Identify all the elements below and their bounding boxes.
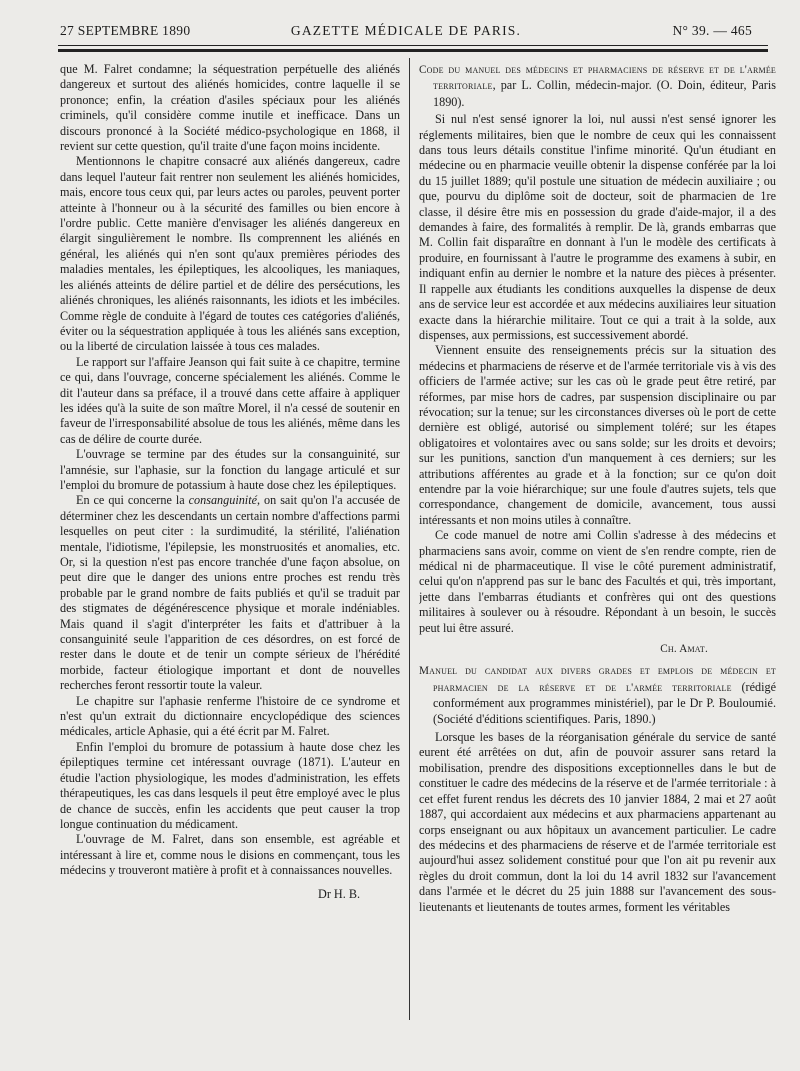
paragraph: que M. Falret condamne; la séquestration perpétuelle des aliénés dangereux et surtout des aliénés homicides, contre laquelle il se prononce; enfin, la création d'asiles spéciaux pour les aliénés criminels, qu'il considère comme inutile et inefficace. Dans un discours prononcé à la Société médico-psychologique en 1868, il revient sur cette question, qu'il traite d'une façon moins incidente.	[60, 62, 400, 154]
column-divider	[409, 58, 410, 1020]
paragraph: Viennent ensuite des renseignements précis sur la situation des médecins et pharmaciens de réserve et de l'armée territoriale vis à vis des officiers de l'armée active; sur les cas où le grade peut être retiré, par réformes, par mise hors de cadres, par suspension disciplinaire ou par révocation; sur la tenue; sur les circonstances diverses où le port de cette dernière est obligé, autorisé ou simplement toléré; sur les étapes obligatoires et volontaires avec ou sans solde; sur les droits et devoirs; sur les punitions, sanction d'un manquement à ces derniers; sur les attributions afférentes au grade et à la fonction; sur ce qu'on doit entendre par la voie hiérarchique; sur une foule d'autres sujets, tels que correspondance, changement de domicile, avancement, tous aussi intéressants et non moins utiles à connaître.	[419, 343, 776, 527]
right-column	[419, 62, 776, 1062]
header-rule-thin	[58, 45, 768, 46]
paragraph: L'ouvrage se termine par des études sur la consanguinité, sur l'amnésie, sur l'aphasie, sur la fonction du langage articulé et sur l'emploi du bromure de potassium à haute dose chez les épileptiques.	[60, 447, 400, 492]
author-signature: Dr H. B.	[318, 886, 360, 901]
journal-title: GAZETTE MÉDICALE DE PARIS.	[290, 23, 522, 38]
header-rule-thick	[58, 49, 768, 52]
page-header	[60, 20, 752, 42]
paragraph: Si nul n'est sensé ignorer la loi, nul aussi n'est sensé ignorer les réglements militaires, bien que le nombre de ceux qui les connaissent dans tous leurs détails constitue l'infime minorité. Qu'un étudiant en médecine ou en pharmacie veuille obtenir la dispense conférée par la loi du 15 juillet 1889; qu'il postule une situation de médecin auxiliaire ; ou que, pourvu du diplôme soit de docteur, soit de pharmacien de 1re classe, il désire être mis en possession du grade d'aide-major, il a des demandes à faire, des formalités à remplir. De là, grands embarras que M. Collin fait disparaître en donnant à l'un le modèle des certificats à produire, en fournissant à l'autre le programme des examens à subir, en indiquant enfin au dernier le nombre et la nature des pièces à présenter. Il rappelle aux étudiants les conditions auxquelles la dispense de deux ans de service leur est accordée et aux médecins auxiliaires leur situation exacte dans la hiérarchie militaire. Tout ce qui a trait à la solde, aux dispenses, aux permissions, est successivement abordé.	[419, 112, 776, 342]
paragraph: Lorsque les bases de la réorganisation générale du service de santé eurent été arrêtées on dut, afin de pouvoir assurer sans retard la mobilisation, prendre des dispositions exceptionnelles dans le but de constituer le cadre des médecins de la réserve et de l'armée territoriale : à cet effet furent rendus les décrets des 10 janvier 1884, 2 mai et 27 août 1887, qui accordaient aux médecins et aux pharmaciens appartenant au corps enseignant ou aux hôpitaux un avancement particulier. Le cadre des médecins et des pharmaciens de réserve et de l'armée territoriale est aujourd'hui assez solidement constitué pour que l'on ait pu revenir aux règles du droit commun, dont la loi du 14 avril 1832 sur l'avancement dans l'armée et le décret du 25 juin 1888 sur l'avancement des sous-lieutenants et lieutenants de toutes armes, forment les véritables	[419, 730, 776, 914]
paragraph: Le chapitre sur l'aphasie renferme l'histoire de ce syndrome et n'est qu'un extrait du dictionnaire encyclopédique des sciences médicales, article Aphasie, qui a été écrit par M. Falret.	[60, 693, 400, 739]
paragraph	[60, 493, 400, 693]
book-heading	[419, 62, 776, 110]
book-details: , par L. Collin, médecin-major. (O. Doin, éditeur, Paris 1890).	[433, 78, 776, 109]
book-title: Code du manuel des médecins et pharmaciens de réserve et de l'armée territoriale	[419, 64, 776, 93]
reviewer-signature: Ch. Amat.	[660, 643, 708, 656]
paragraph: Le rapport sur l'affaire Jeanson qui fait suite à ce chapitre, termine ce qui, dans l'ouvrage, concerne spécialement les aliénés. Comme le dit l'auteur dans sa préface, il a trouvé dans cette affaire à appliquer les idées qu'à la suite de son maître Morel, il n'a cessé de soutenir en faveur de l'irresponsabilité absolue de tous les aliénés, même dans les cas de délire de courte durée.	[60, 354, 400, 446]
header-date: 27 SEPTEMBRE 1890	[60, 23, 191, 38]
paragraph: Mentionnons le chapitre consacré aux aliénés dangereux, cadre dans lequel l'auteur fait rentrer non seulement les aliénés homicides, mais, encore tous ceux qui, par leurs actes ou paroles, peuvent porter atteinte à l'honneur ou à la sécurité des familles ou bien encore à l'ordre public. Cette manière d'envisager les aliénés dangereux en élargit singulièrement le nombre. Ils comprennent les aliénés en général, les aliénés qui n'en sont qu'aux premières périodes des maladies mentales, les épileptiques, les alcooliques, les maniaques, les aliénés atteints de délire partiel et de délire des persécutions, les aliénés chroniques, les aliénés raisonnants, les idiots et les imbéciles. Comme règle de conduite à l'égard de toutes ces catégories d'aliénés, éviter ou la séquestration appliquée à tous les aliénés sans exception, ou la liberté de circulation laissée à tous ces malades.	[60, 154, 400, 354]
paragraph: L'ouvrage de M. Falret, dans son ensemble, est agréable et intéressant à lire et, comme nous le disions en commençant, tous les médecins y trouveront matière à profit et à connaissances nouvelles.	[60, 832, 400, 878]
paragraph: Enfin l'emploi du bromure de potassium à haute dose chez les épileptiques termine cet intéressant ouvrage (1871). L'auteur en étudie l'action physiologique, les modes d'administration, les effets thérapeutiques, les cas dans lesquels il peut être employé avec le plus de chance de succès, enfin les accidents que peut causer la trop longue continuation du médicament.	[60, 739, 400, 831]
paragraph: Ce code manuel de notre ami Collin s'adresse à des médecins et pharmaciens sans avoir, comme on vient de s'en rendre compte, rien de médical ni de pharmaceutique. Il vise le côté purement administratif, celui qu'on n'apprend pas sur le banc des Facultés et qui, très important, jette dans l'embarras étudiants et confrères qui ont des questions militaires à soulever ou à résoudre. Répondant à un besoin, le succès peut lui être assuré.	[419, 528, 776, 635]
left-column	[60, 62, 400, 1062]
book-details: (rédigé conformément aux programmes ministériel), par le Dr P. Bouloumié. (Société d'éditions scientifiques. Paris, 1890.)	[433, 679, 776, 726]
text-span: En ce qui concerne la	[76, 493, 189, 508]
book-heading	[419, 663, 776, 727]
book-title: Manuel du candidat aux divers grades et emplois de médecin et pharmacien de la réserve et de l'armée territoriale	[419, 665, 776, 694]
text-span: , on sait qu'on l'a accusée de déterminer chez les descendants un certain nombre d'affections parmi lesquelles on peut citer : la surdimudité, la stérilité, l'aliénation mentale, l'idiotisme, l'épilepsie, les monstruosités et anomalies, etc. Or, si la question n'est pas encore tranchée d'une façon absolue, on peut dire que le danger des unions entre proches est rendu très probable par le grand nombre de faits publiés et qu'il se traduit par des stigmates de dégénérescence physique et morale indéniables. Mais quand il s'agit d'interpréter les faits et d'attribuer à la consanguinité seule l'apparition de ces désordres, on est forcé de rester dans le doute et de tenir un compte sérieux de l'hérédité morbide, facteur étiologique important et dont de nouvelles recherches feront ressortir toute la valeur.	[60, 493, 400, 693]
emphasis: consanguinité	[188, 493, 257, 508]
issue-page-number: N° 39. — 465	[672, 23, 752, 38]
